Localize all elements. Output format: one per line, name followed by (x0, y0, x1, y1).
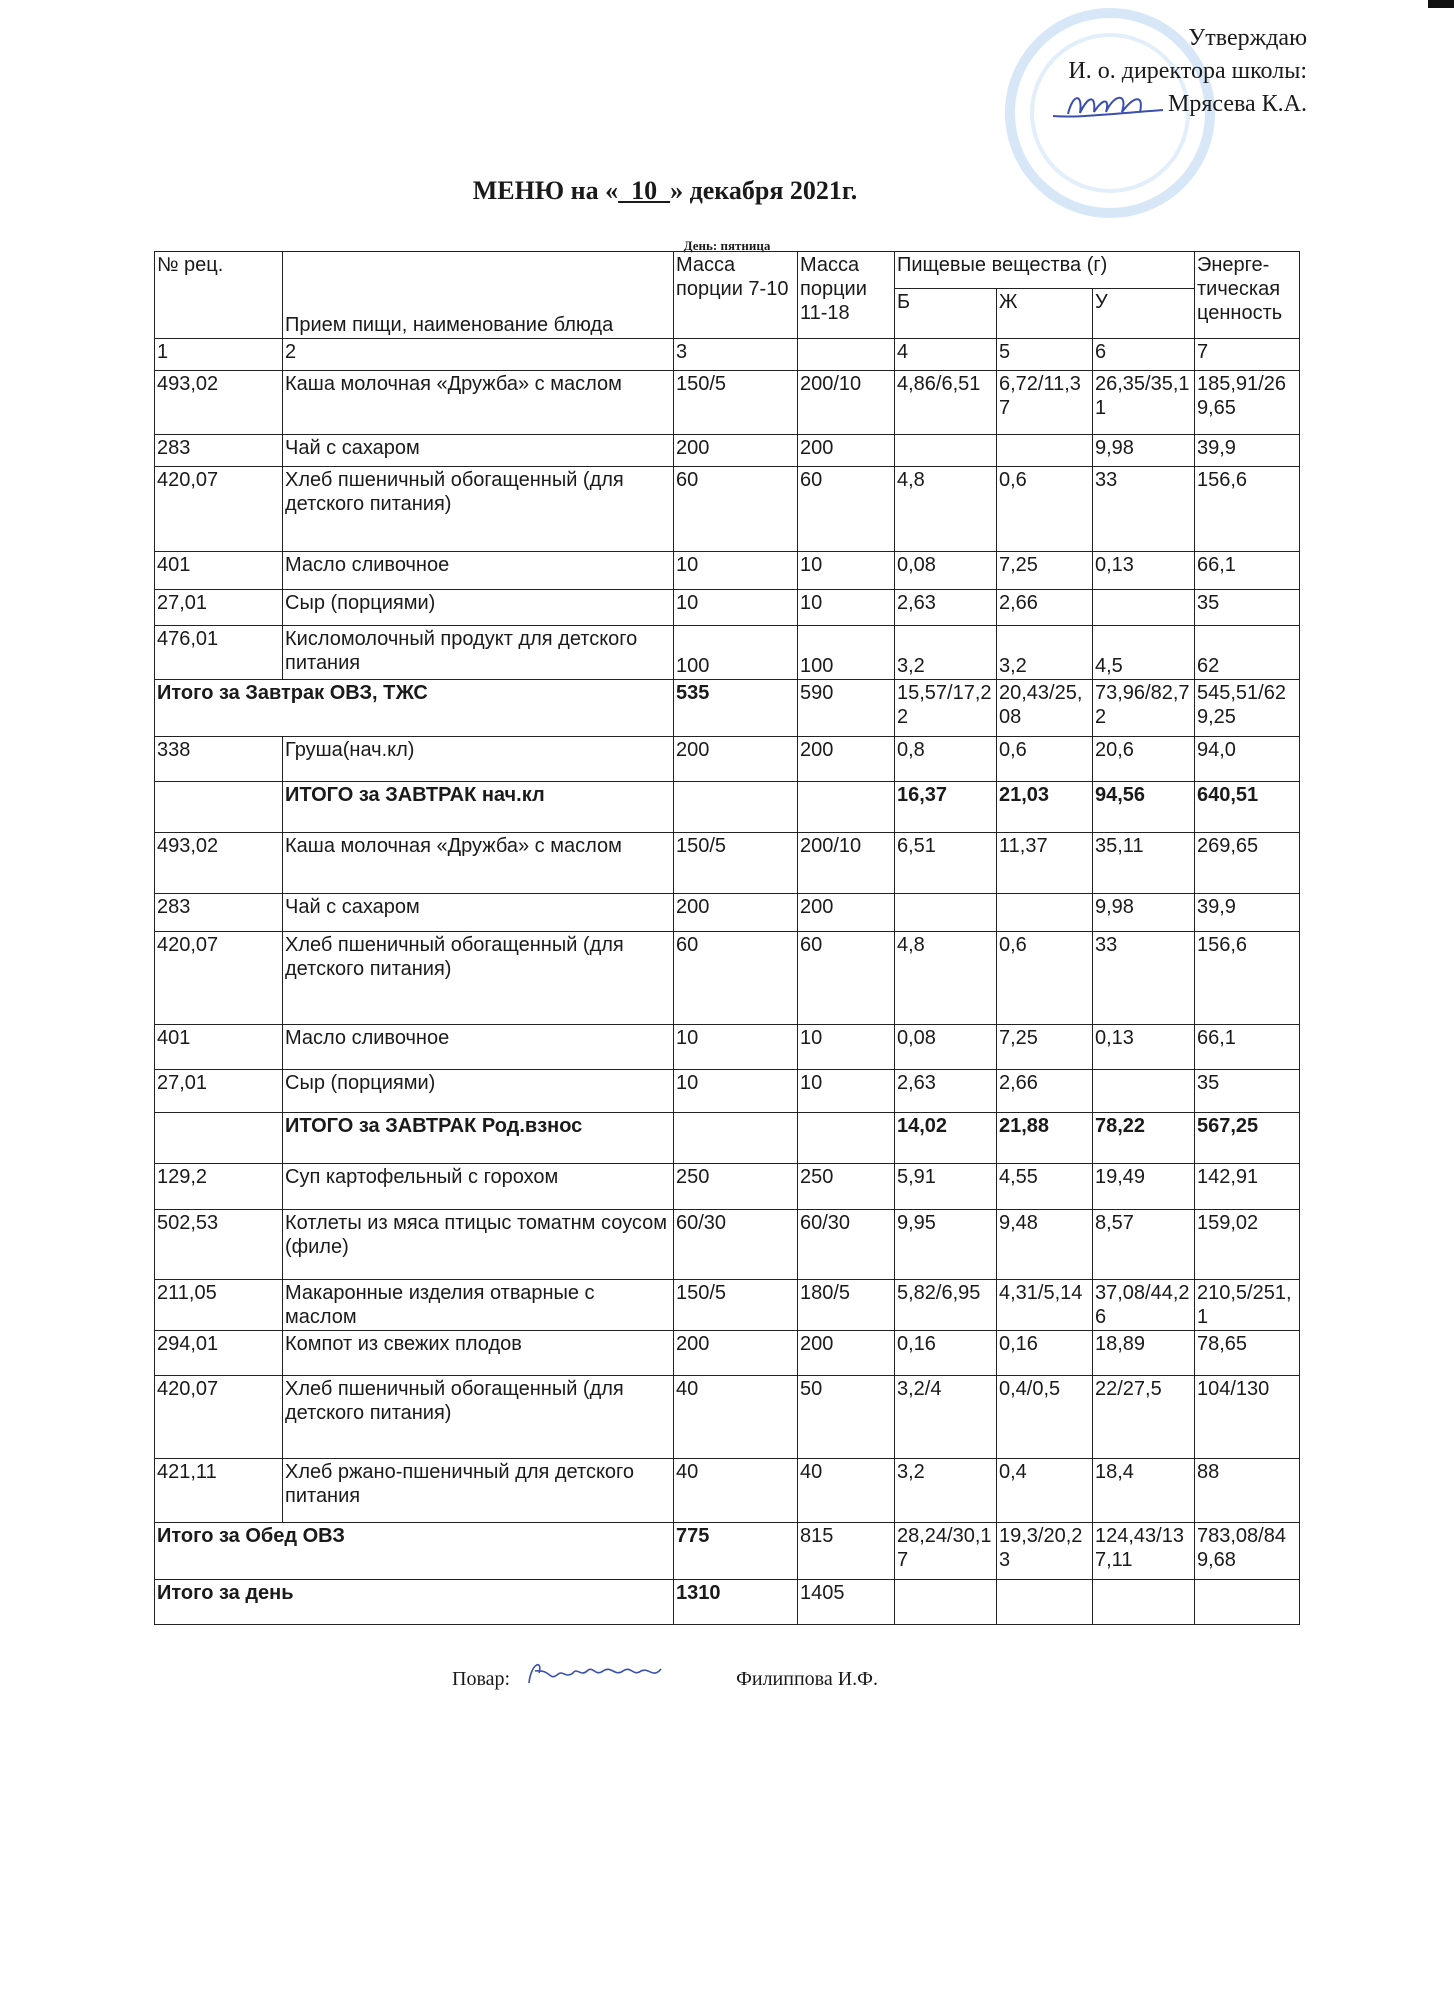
cell-protein: 2,63 (895, 1070, 997, 1113)
cell-energy: 185,91/269,65 (1195, 371, 1300, 435)
cell-mass-7-10: 40 (674, 1376, 798, 1459)
cell-mass-7-10: 10 (674, 590, 798, 626)
cell-rec-no: 283 (155, 894, 283, 932)
cell-mass-11-18: 100 (798, 626, 895, 680)
cell-carbs: 37,08/44,26 (1093, 1280, 1195, 1331)
cell-energy: 156,6 (1195, 932, 1300, 1025)
cell-energy: 62 (1195, 626, 1300, 680)
cell-dish-name: Хлеб пшеничный обогащенный (для детского питания) (283, 932, 674, 1025)
cell-fat: 0,6 (997, 467, 1093, 552)
cell-mass-7-10: 1310 (674, 1580, 798, 1625)
cell-rec-no: 420,07 (155, 932, 283, 1025)
cell-protein: 3,2 (895, 626, 997, 680)
cell-mass-7-10: 200 (674, 1331, 798, 1376)
cell-protein: 9,95 (895, 1210, 997, 1280)
cell-protein: 3,2 (895, 1459, 997, 1523)
header-energy: Энерге-тическая ценность (1195, 252, 1300, 339)
cell-energy: 35 (1195, 1070, 1300, 1113)
approval-position: И. о. директора школы: (1068, 58, 1307, 84)
cell-mass-7-10: 150/5 (674, 1280, 798, 1331)
cell-mass-7-10: 10 (674, 1025, 798, 1070)
cell-mass-11-18: 60/30 (798, 1210, 895, 1280)
cell-carbs: 9,98 (1093, 894, 1195, 932)
cell-fat: 7,25 (997, 552, 1093, 590)
cell-energy: 545,51/629,25 (1195, 680, 1300, 737)
cell-carbs: 8,57 (1093, 1210, 1195, 1280)
cell-protein: 0,8 (895, 737, 997, 782)
cell-fat: 3,2 (997, 626, 1093, 680)
cell-energy: 94,0 (1195, 737, 1300, 782)
cell-mass-7-10: 150/5 (674, 833, 798, 894)
cell-energy: 66,1 (1195, 1025, 1300, 1070)
header-mass-11-18: Масса порции 11-18 (798, 252, 895, 339)
cell-energy: 142,91 (1195, 1164, 1300, 1210)
cell-carbs: 94,56 (1093, 782, 1195, 833)
cell-mass-11-18: 10 (798, 590, 895, 626)
cook-name: Филиппова И.Ф. (736, 1668, 878, 1690)
cell-carbs (1093, 590, 1195, 626)
cell-fat: 0,4 (997, 1459, 1093, 1523)
cell-fat: 2,66 (997, 1070, 1093, 1113)
cell-fat: 11,37 (997, 833, 1093, 894)
cell-fat: 6,72/11,37 (997, 371, 1093, 435)
cell-dish-name: Каша молочная «Дружба» с маслом (283, 371, 674, 435)
menu-table (154, 251, 1300, 1625)
dish-row (155, 371, 1300, 435)
dish-row (155, 1070, 1300, 1113)
cell-mass-7-10: 10 (674, 1070, 798, 1113)
cell-mass-11-18: 10 (798, 552, 895, 590)
cell-mass-11-18: 60 (798, 932, 895, 1025)
cell-mass-7-10: 60 (674, 932, 798, 1025)
cell-mass-7-10: 40 (674, 1459, 798, 1523)
header-fat: Ж (997, 289, 1093, 339)
cell-energy: 66,1 (1195, 552, 1300, 590)
dish-row (155, 590, 1300, 626)
cell-fat: 21,88 (997, 1113, 1093, 1164)
cell-rec-no: 27,01 (155, 1070, 283, 1113)
cell-mass-7-10: 100 (674, 626, 798, 680)
dish-row (155, 737, 1300, 782)
cell-dish-name: Сыр (порциями) (283, 1070, 674, 1113)
column-number: 7 (1195, 339, 1300, 371)
dish-row (155, 1025, 1300, 1070)
cell-energy: 35 (1195, 590, 1300, 626)
cell-mass-11-18: 180/5 (798, 1280, 895, 1331)
cell-mass-11-18 (798, 1113, 895, 1164)
total-row (155, 680, 1300, 737)
cell-mass-7-10: 60 (674, 467, 798, 552)
dish-row (155, 435, 1300, 467)
column-number: 1 (155, 339, 283, 371)
cell-fat (997, 894, 1093, 932)
cell-mass-11-18: 200/10 (798, 371, 895, 435)
header-row (155, 252, 1300, 289)
cell-dish-name: Макаронные изделия отварные с маслом (283, 1280, 674, 1331)
cell-fat: 0,4/0,5 (997, 1376, 1093, 1459)
director-signature (1048, 88, 1168, 122)
cell-fat: 0,6 (997, 737, 1093, 782)
total-row (155, 1523, 1300, 1580)
cell-dish-name: Кисломолочный продукт для детского питания (283, 626, 674, 680)
cell-fat: 2,66 (997, 590, 1093, 626)
cell-carbs: 124,43/137,11 (1093, 1523, 1195, 1580)
cell-mass-7-10: 250 (674, 1164, 798, 1210)
cook-label: Повар: (452, 1668, 511, 1690)
approval-heading: Утверждаю (1188, 25, 1307, 51)
cell-protein: 4,8 (895, 467, 997, 552)
cell-protein: 5,91 (895, 1164, 997, 1210)
header-rec-no: № рец. (155, 252, 283, 339)
cell-energy: 39,9 (1195, 894, 1300, 932)
cell-carbs: 33 (1093, 932, 1195, 1025)
dish-row (155, 552, 1300, 590)
cell-energy: 783,08/849,68 (1195, 1523, 1300, 1580)
cell-mass-7-10: 775 (674, 1523, 798, 1580)
cell-carbs: 26,35/35,11 (1093, 371, 1195, 435)
cell-energy: 39,9 (1195, 435, 1300, 467)
dish-row (155, 1331, 1300, 1376)
dish-row (155, 467, 1300, 552)
cell-fat: 20,43/25,08 (997, 680, 1093, 737)
dish-row (155, 1164, 1300, 1210)
page-title: МЕНЮ на « 10 » декабря 2021г. (472, 176, 858, 205)
total-row (155, 1580, 1300, 1625)
cell-mass-11-18: 50 (798, 1376, 895, 1459)
column-number: 3 (674, 339, 798, 371)
dish-row (155, 626, 1300, 680)
cell-carbs: 4,5 (1093, 626, 1195, 680)
cell-mass-7-10: 150/5 (674, 371, 798, 435)
cell-protein: 6,51 (895, 833, 997, 894)
cell-carbs: 18,89 (1093, 1331, 1195, 1376)
cell-fat (997, 1580, 1093, 1625)
cell-dish-name: Хлеб ржано-пшеничный для детского питания (283, 1459, 674, 1523)
header-mass-7-10: Масса порции 7-10 (674, 252, 798, 339)
cell-mass-7-10: 10 (674, 552, 798, 590)
cell-protein: 3,2/4 (895, 1376, 997, 1459)
cell-carbs: 22/27,5 (1093, 1376, 1195, 1459)
cell-carbs: 19,49 (1093, 1164, 1195, 1210)
dish-row (155, 1376, 1300, 1459)
day-label: День: пятница (683, 238, 771, 253)
cell-carbs: 20,6 (1093, 737, 1195, 782)
cell-mass-7-10: 200 (674, 435, 798, 467)
cell-mass-11-18: 200 (798, 435, 895, 467)
cell-rec-no: 493,02 (155, 833, 283, 894)
approval-block (1048, 22, 1307, 122)
cell-rec-no: 502,53 (155, 1210, 283, 1280)
total-label: Итого за день (155, 1580, 674, 1625)
cell-rec-no: 421,11 (155, 1459, 283, 1523)
cell-fat: 21,03 (997, 782, 1093, 833)
cell-carbs (1093, 1580, 1195, 1625)
cell-protein: 15,57/17,22 (895, 680, 997, 737)
cell-carbs: 78,22 (1093, 1113, 1195, 1164)
cell-fat: 7,25 (997, 1025, 1093, 1070)
cell-carbs: 35,11 (1093, 833, 1195, 894)
cell-carbs (1093, 1070, 1195, 1113)
column-number (798, 339, 895, 371)
director-name: Мрясева К.А. (1168, 91, 1307, 117)
cell-dish-name: ИТОГО за ЗАВТРАК нач.кл (283, 782, 674, 833)
cell-carbs: 0,13 (1093, 1025, 1195, 1070)
total-row (155, 1113, 1300, 1164)
column-number: 4 (895, 339, 997, 371)
cell-energy: 104/130 (1195, 1376, 1300, 1459)
cell-mass-11-18: 10 (798, 1025, 895, 1070)
cell-rec-no: 211,05 (155, 1280, 283, 1331)
cell-dish-name: Сыр (порциями) (283, 590, 674, 626)
cell-mass-11-18: 1405 (798, 1580, 895, 1625)
cell-rec-no: 27,01 (155, 590, 283, 626)
cell-rec-no: 401 (155, 1025, 283, 1070)
cell-dish-name: Суп картофельный с горохом (283, 1164, 674, 1210)
cell-protein: 0,08 (895, 1025, 997, 1070)
cell-energy: 269,65 (1195, 833, 1300, 894)
cook-signature (521, 1655, 691, 1691)
cell-dish-name: Груша(нач.кл) (283, 737, 674, 782)
cell-mass-7-10: 535 (674, 680, 798, 737)
header-carbs: У (1093, 289, 1195, 339)
cell-protein: 16,37 (895, 782, 997, 833)
cell-protein: 2,63 (895, 590, 997, 626)
cell-rec-no: 401 (155, 552, 283, 590)
cell-mass-11-18: 590 (798, 680, 895, 737)
header-protein: Б (895, 289, 997, 339)
header-dish: Прием пищи, наименование блюда (283, 252, 674, 339)
cell-rec-no: 129,2 (155, 1164, 283, 1210)
cell-rec-no: 420,07 (155, 1376, 283, 1459)
header-nutrients: Пищевые вещества (г) (895, 252, 1195, 289)
cell-dish-name: Чай с сахаром (283, 435, 674, 467)
cell-dish-name: Котлеты из мяса птицыс томатнм соусом (филе) (283, 1210, 674, 1280)
cell-mass-11-18: 815 (798, 1523, 895, 1580)
cell-fat: 4,55 (997, 1164, 1093, 1210)
total-row (155, 782, 1300, 833)
dish-row (155, 932, 1300, 1025)
cell-fat: 9,48 (997, 1210, 1093, 1280)
cell-carbs: 0,13 (1093, 552, 1195, 590)
cell-mass-7-10: 200 (674, 737, 798, 782)
cell-protein: 0,08 (895, 552, 997, 590)
cell-fat: 0,16 (997, 1331, 1093, 1376)
column-numbers-row (155, 339, 1300, 371)
cell-mass-7-10 (674, 1113, 798, 1164)
cell-protein: 14,02 (895, 1113, 997, 1164)
cell-carbs: 18,4 (1093, 1459, 1195, 1523)
column-number: 2 (283, 339, 674, 371)
dish-row (155, 894, 1300, 932)
dish-row (155, 1280, 1300, 1331)
cell-dish-name: ИТОГО за ЗАВТРАК Род.взнос (283, 1113, 674, 1164)
cell-mass-11-18: 60 (798, 467, 895, 552)
total-label: Итого за Обед ОВЗ (155, 1523, 674, 1580)
cell-mass-7-10 (674, 782, 798, 833)
cell-fat: 19,3/20,23 (997, 1523, 1093, 1580)
cell-energy: 159,02 (1195, 1210, 1300, 1280)
cell-mass-11-18: 200 (798, 894, 895, 932)
cell-energy (1195, 1580, 1300, 1625)
title-day: 10 (618, 176, 671, 205)
cell-mass-11-18: 10 (798, 1070, 895, 1113)
cell-dish-name: Чай с сахаром (283, 894, 674, 932)
approval-name-line (1048, 88, 1307, 122)
dish-row (155, 1210, 1300, 1280)
cell-rec-no (155, 782, 283, 833)
cell-energy: 640,51 (1195, 782, 1300, 833)
column-number: 5 (997, 339, 1093, 371)
cell-dish-name: Хлеб пшеничный обогащенный (для детского питания) (283, 1376, 674, 1459)
cell-rec-no: 338 (155, 737, 283, 782)
cell-mass-11-18 (798, 782, 895, 833)
cell-dish-name: Каша молочная «Дружба» с маслом (283, 833, 674, 894)
cell-dish-name: Хлеб пшеничный обогащенный (для детского питания) (283, 467, 674, 552)
cell-protein (895, 894, 997, 932)
cell-protein: 4,8 (895, 932, 997, 1025)
cell-mass-11-18: 200 (798, 737, 895, 782)
cell-protein (895, 435, 997, 467)
cell-energy: 88 (1195, 1459, 1300, 1523)
cell-energy: 78,65 (1195, 1331, 1300, 1376)
cell-dish-name: Масло сливочное (283, 552, 674, 590)
cell-fat: 4,31/5,14 (997, 1280, 1093, 1331)
cell-rec-no: 294,01 (155, 1331, 283, 1376)
cell-mass-7-10: 200 (674, 894, 798, 932)
cell-energy: 156,6 (1195, 467, 1300, 552)
dish-row (155, 1459, 1300, 1523)
column-number: 6 (1093, 339, 1195, 371)
cell-rec-no: 476,01 (155, 626, 283, 680)
cell-mass-11-18: 200 (798, 1331, 895, 1376)
cell-rec-no: 493,02 (155, 371, 283, 435)
cell-rec-no (155, 1113, 283, 1164)
cell-protein: 28,24/30,17 (895, 1523, 997, 1580)
total-label: Итого за Завтрак ОВЗ, ТЖС (155, 680, 674, 737)
cell-rec-no: 283 (155, 435, 283, 467)
cell-protein: 5,82/6,95 (895, 1280, 997, 1331)
cell-rec-no: 420,07 (155, 467, 283, 552)
dish-row (155, 833, 1300, 894)
cell-protein: 0,16 (895, 1331, 997, 1376)
cell-dish-name: Масло сливочное (283, 1025, 674, 1070)
cell-fat (997, 435, 1093, 467)
cell-mass-11-18: 200/10 (798, 833, 895, 894)
cell-fat: 0,6 (997, 932, 1093, 1025)
cell-mass-11-18: 250 (798, 1164, 895, 1210)
cell-energy: 210,5/251,1 (1195, 1280, 1300, 1331)
cell-carbs: 73,96/82,72 (1093, 680, 1195, 737)
cook-signature-block (452, 1655, 1052, 1691)
cell-protein: 4,86/6,51 (895, 371, 997, 435)
cell-carbs: 9,98 (1093, 435, 1195, 467)
cell-mass-7-10: 60/30 (674, 1210, 798, 1280)
cell-mass-11-18: 40 (798, 1459, 895, 1523)
scan-edge-mark (1428, 0, 1454, 8)
cell-energy: 567,25 (1195, 1113, 1300, 1164)
cell-carbs: 33 (1093, 467, 1195, 552)
cell-protein (895, 1580, 997, 1625)
cell-dish-name: Компот из свежих плодов (283, 1331, 674, 1376)
